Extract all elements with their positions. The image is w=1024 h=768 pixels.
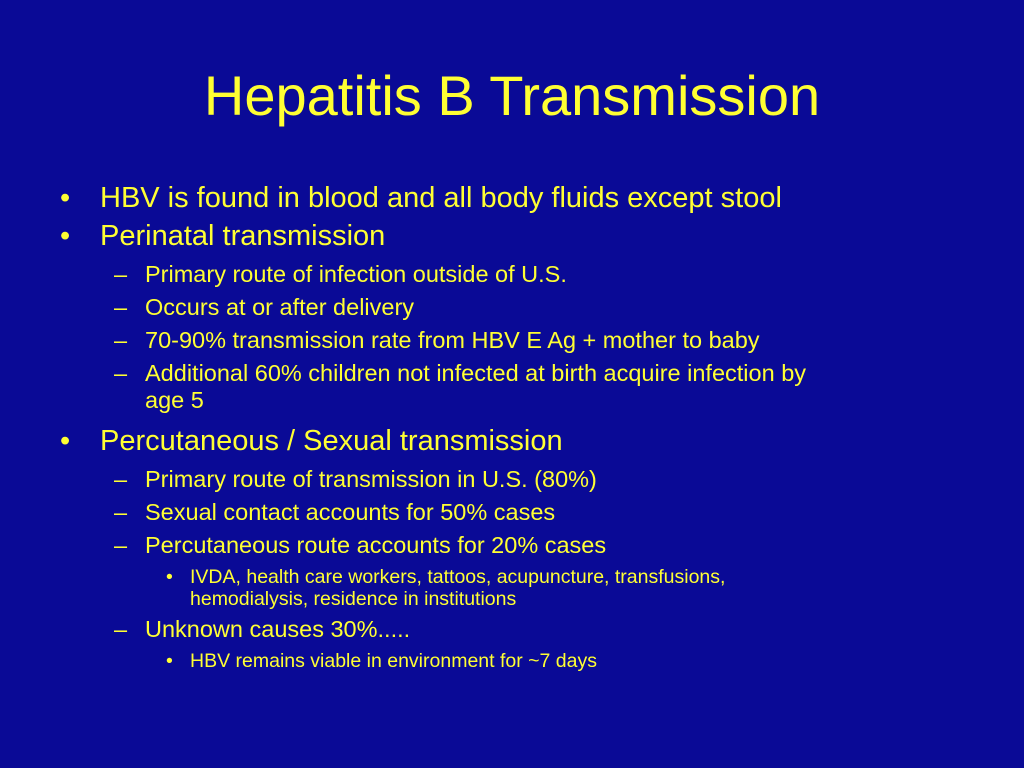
sub-sub-bullet-text-line: hemodialysis, residence in institutions [190, 588, 517, 610]
sub-bullet-text-line: age 5 [145, 387, 204, 413]
dash-marker: – [114, 499, 128, 525]
dash-marker: – [114, 616, 128, 642]
sub-bullet-item [0, 499, 1024, 526]
slide-body [0, 179, 1024, 672]
bullet-marker: • [60, 220, 71, 252]
bullet-marker: • [60, 425, 71, 457]
sub-bullet-item [0, 294, 1024, 321]
sub-bullet-text-line: Additional 60% children not infected at birth acquire infection by [145, 360, 807, 386]
small-bullet-marker: • [166, 650, 173, 672]
sub-bullet-text: Occurs at or after delivery [145, 294, 415, 320]
sub-bullet-item [0, 327, 1024, 354]
sub-bullet-text: Unknown causes 30%..... [145, 616, 411, 642]
sub-bullet-item [0, 360, 1024, 414]
small-bullet-marker: • [166, 566, 173, 588]
slide-title: Hepatitis B Transmission [203, 64, 821, 127]
sub-bullet-text: Primary route of infection outside of U.S. [145, 261, 567, 287]
bullet-text: Percutaneous / Sexual transmission [100, 425, 563, 457]
sub-bullet-text: Sexual contact accounts for 50% cases [145, 499, 556, 525]
bullet-item [0, 422, 1024, 460]
sub-sub-bullet-item [0, 566, 1024, 610]
bullet-text: Perinatal transmission [100, 220, 386, 252]
dash-marker: – [114, 360, 128, 386]
dash-marker: – [114, 261, 128, 287]
sub-bullet-text: Primary route of transmission in U.S. (80%) [145, 466, 597, 492]
bullet-item [0, 179, 1024, 217]
bullet-marker: • [60, 182, 71, 214]
bullet-item [0, 217, 1024, 255]
sub-bullet-text: 70-90% transmission rate from HBV E Ag + mother to baby [145, 327, 760, 353]
sub-bullet-text: Percutaneous route accounts for 20% cases [145, 532, 607, 558]
sub-sub-bullet-text-line: IVDA, health care workers, tattoos, acupuncture, transfusions, [190, 566, 726, 588]
dash-marker: – [114, 294, 128, 320]
sub-bullet-item [0, 616, 1024, 643]
sub-sub-bullet-text: HBV remains viable in environment for ~7 days [190, 650, 597, 672]
sub-bullet-item [0, 466, 1024, 493]
sub-sub-bullet-item [0, 650, 1024, 672]
dash-marker: – [114, 532, 128, 558]
dash-marker: – [114, 327, 128, 353]
dash-marker: – [114, 466, 128, 492]
sub-bullet-item [0, 261, 1024, 288]
bullet-text: HBV is found in blood and all body fluids except stool [100, 182, 782, 214]
sub-bullet-item [0, 532, 1024, 559]
